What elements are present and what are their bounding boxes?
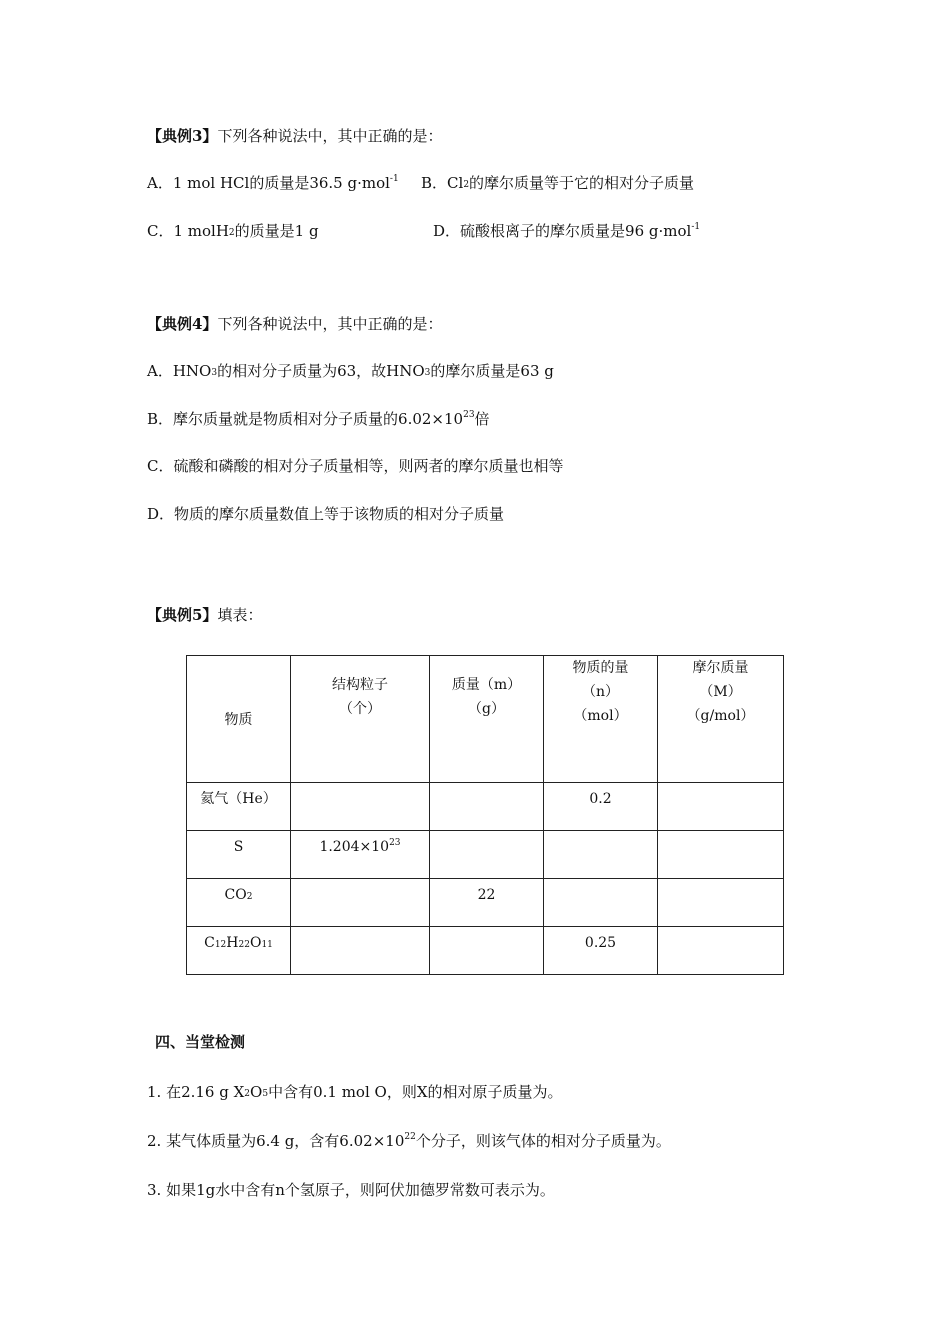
table-row bbox=[187, 879, 784, 927]
cell-molar-mass bbox=[658, 879, 784, 927]
example-3-option-a: A．1 mol HCl的质量是36.5 g·mol$^{-1}$ bbox=[147, 174, 399, 192]
cell-substance: $C_{12}H_{22}O_{11}$ bbox=[187, 927, 291, 975]
cell-molar-mass bbox=[658, 927, 784, 975]
cell-amount bbox=[544, 831, 658, 879]
example-4-tag: 【典例4】 bbox=[147, 315, 218, 333]
header-substance: 物质 bbox=[187, 656, 291, 783]
quiz-question-1: 1. 在2.16 g $X_2O_5$中含有0.1 mol O，则X的相对原子质量为。 bbox=[147, 1083, 563, 1101]
cell-mass: 22 bbox=[430, 879, 544, 927]
example-3-tag: 【典例3】 bbox=[147, 127, 218, 145]
table-row bbox=[187, 783, 784, 831]
example-4-question: 下列各种说法中，其中正确的是： bbox=[217, 315, 443, 333]
cell-amount: 0.2 bbox=[544, 783, 658, 831]
table-header-row bbox=[187, 656, 784, 783]
table-row bbox=[187, 927, 784, 975]
quiz-question-3: 3. 如果1g水中含有n个氢原子，则阿伏加德罗常数可表示为。 bbox=[147, 1181, 555, 1199]
example-4-option-b: B．摩尔质量就是物质相对分子质量的$6.02\times 10^{23}$倍 bbox=[147, 410, 490, 428]
example-5-question: 填表： bbox=[217, 606, 263, 624]
example-3-option-b: B．$Cl_2$的摩尔质量等于它的相对分子质量 bbox=[421, 174, 695, 192]
cell-particles bbox=[291, 927, 430, 975]
cell-substance: S bbox=[187, 831, 291, 879]
example-3-question: 下列各种说法中，其中正确的是： bbox=[217, 127, 443, 145]
header-molar-mass: 摩尔质量 （M） （g/mol） bbox=[658, 656, 784, 783]
header-amount: 物质的量 （n） （mol） bbox=[544, 656, 658, 783]
example-5-tag: 【典例5】 bbox=[147, 606, 218, 624]
cell-particles: $1.204\times 10^{23}$ bbox=[291, 831, 430, 879]
cell-amount: 0.25 bbox=[544, 927, 658, 975]
cell-particles bbox=[291, 879, 430, 927]
section-4-title: 四、当堂检测 bbox=[155, 1033, 246, 1051]
example-4-option-a: A．$HNO_3$的相对分子质量为63，故$HNO_3$的摩尔质量是63 g bbox=[147, 362, 554, 380]
cell-mass bbox=[430, 783, 544, 831]
fill-in-table bbox=[186, 655, 784, 975]
cell-molar-mass bbox=[658, 783, 784, 831]
example-4-option-d: D．物质的摩尔质量数值上等于该物质的相对分子质量 bbox=[147, 505, 505, 523]
table-row bbox=[187, 831, 784, 879]
quiz-question-2: 2. 某气体质量为6.4 g，含有$6.02\times 10^{22}$个分子，则该气体的相对分子质量为。 bbox=[147, 1132, 671, 1150]
cell-particles bbox=[291, 783, 430, 831]
cell-molar-mass bbox=[658, 831, 784, 879]
example-3-option-d: D．硫酸根离子的摩尔质量是96 g·mol$^{-1}$ bbox=[433, 222, 701, 240]
cell-substance: 氦气（He） bbox=[187, 783, 291, 831]
cell-mass bbox=[430, 831, 544, 879]
cell-amount bbox=[544, 879, 658, 927]
cell-mass bbox=[430, 927, 544, 975]
example-4-heading bbox=[147, 314, 442, 334]
example-4-option-c: C．硫酸和磷酸的相对分子质量相等，则两者的摩尔质量也相等 bbox=[147, 457, 564, 475]
header-particles: 结构粒子 （个） bbox=[291, 656, 430, 783]
header-mass: 质量（m） （g） bbox=[430, 656, 544, 783]
example-5-heading bbox=[147, 605, 262, 625]
cell-substance: $CO_2$ bbox=[187, 879, 291, 927]
example-3-heading bbox=[147, 126, 442, 146]
example-3-option-c: C．1 molH$_2$的质量是1 g bbox=[147, 222, 319, 240]
